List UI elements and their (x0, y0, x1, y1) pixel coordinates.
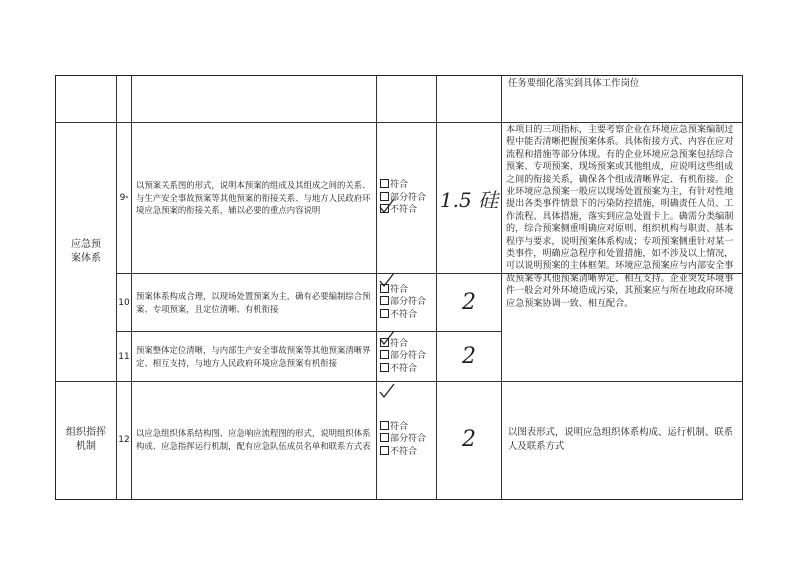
options-12 (377, 382, 436, 497)
option-conform[interactable]: 符合 (380, 421, 436, 434)
option-nonconform[interactable]: 不符合 (380, 446, 436, 459)
option-conform[interactable]: 符合 (380, 338, 436, 351)
score-11: 2 (462, 344, 476, 369)
checkbox[interactable] (380, 363, 389, 372)
item-number-12: 12 (118, 434, 130, 445)
option-partial[interactable]: 部分符合 (380, 350, 436, 363)
checkbox[interactable] (380, 433, 389, 442)
option-nonconform[interactable]: 不符合 (380, 363, 436, 376)
checkbox[interactable] (380, 309, 389, 318)
checkbox[interactable] (380, 350, 389, 359)
checkbox[interactable] (380, 446, 389, 455)
score-9: 1.5 硅 (439, 187, 499, 212)
option-conform[interactable]: 符合 (380, 284, 436, 297)
remark-command-mechanism: 以图表形式，说明应急组织体系构成、运行机制、联系人及联系方式 (508, 427, 734, 452)
item-content-9: 以预案关系图的形式，说明本预案的组成及其组成之间的关系、与生产安全事故预案等其他预案的衔接关系、与地方人民政府环境应急预案的衔接关系，辅以必要的重点内容说明 (136, 180, 371, 216)
checkmark-icon (378, 330, 396, 346)
review-table (55, 75, 743, 500)
checkmark-icon (378, 198, 396, 214)
remark-top: 任务要细化落实到具体工作岗位 (508, 78, 640, 89)
checkbox[interactable] (380, 296, 389, 305)
option-nonconform[interactable]: 不符合 (380, 309, 436, 322)
item-content-11: 预案整体定位清晰，与内部生产安全事故预案等其他预案清晰界定、相互支持，与地方人民政府环境应急预案有机衔接 (136, 344, 371, 368)
option-partial[interactable]: 部分符合 (380, 192, 436, 205)
category-plan-system: 应急预案体系 (71, 239, 101, 264)
score-12: 2 (462, 427, 476, 452)
item-number-10: 10 (118, 297, 130, 308)
remark-plan-system: 本项目的三项指标，主要考察企业在环境应急预案编制过程中能否清晰把握预案体系。具体衔接方式、内容在应对流程和措施等部分体现。有的企业环境应急预案包括综合预案、专项预案、现场预案或其他组成，应说明这些组成之间的衔接关系，确保各个组成清晰界定、有机衔接。企业环境应急预案一般应以现场处置预案为主，有针对性地提出各类事件情景下的污染防控措施，明确责任人员、工作流程、具体措施，落实到应急处置卡上。确需分类编制的，综合预案侧重明确应对原则、组织机构与职责、基本程序与要求，说明预案体系构成；专项预案侧重针对某一类事件，明确应急程序和处置措施，如不涉及以上情况，可以说明预案的主体框架。环境应急预案应与内部安全事故预案等其他预案清晰界定、相互支持。企业突发环境事件一般会对外环境造成污染，其预案应与所在地政府环境应急预案协调一致、相互配合。 (506, 125, 734, 309)
item-content-10: 预案体系构成合理，以现场处置预案为主，确有必要编制综合预案、专项预案，且定位清晰、有机衔接 (136, 290, 371, 314)
category-command-mechanism: 组织指挥机制 (66, 426, 106, 452)
checkbox[interactable] (380, 421, 389, 430)
checkbox[interactable] (380, 179, 389, 188)
option-conform[interactable]: 符合 (380, 179, 436, 192)
item-content-12: 以应急组织体系结构图、应急响应流程图的形式，说明组织体系构成、应急指挥运行机制，配有应急队伍成员名单和联系方式表 (136, 427, 371, 451)
checkmark-icon (378, 383, 396, 399)
checkmark-icon (378, 272, 396, 288)
item-number-11: 11 (118, 351, 130, 362)
option-nonconform[interactable]: 不符合 (380, 204, 436, 217)
option-partial[interactable]: 部分符合 (380, 296, 436, 309)
score-10: 2 (462, 290, 476, 315)
item-number-9: 9 * (119, 193, 129, 203)
option-partial[interactable]: 部分符合 (380, 433, 436, 446)
